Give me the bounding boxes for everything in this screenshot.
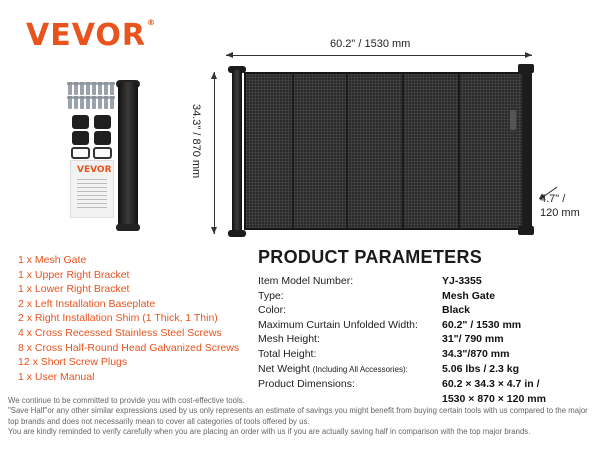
screws-image [68,80,116,110]
shim-image-2 [93,147,112,159]
right-bracket-image [522,66,532,234]
disclaimer-line: "Save Half"or any other similar expressions used by us only represents an estimate of savings you might benefit from buying certain tools with us compared to the major top brands and does not necessarily mean to cover all categories of tools offered by us. [8,406,588,426]
parameter-row [258,274,546,289]
parameter-value: Black [442,304,471,317]
depth-label-line1: 4.7" / [540,193,566,205]
parameter-value: 5.06 lbs / 2.3 kg [442,362,520,375]
parameter-value: 31"/ 790 mm [442,333,504,346]
bracket-image-4 [94,131,111,145]
parameter-label: Mesh Height: [258,333,320,346]
bracket-image-3 [72,131,89,145]
parameter-label: Maximum Curtain Unfolded Width: [258,318,418,331]
brand-name: VEVOR [26,18,147,53]
list-item: 2 x Left Installation Baseplate [18,297,156,310]
list-item: 12 x Short Screw Plugs [18,356,128,369]
bracket-image-1 [72,115,89,129]
parameter-value: YJ-3355 [442,275,482,287]
bracket-image-2 [94,115,111,129]
gate-roller-image [118,82,138,228]
height-dimension-label: 34.3" / 870 mm [190,104,202,179]
depth-label-line2: 120 mm [540,207,580,219]
list-item: 1 x Lower Right Bracket [18,283,130,296]
brand-logo [26,18,156,53]
parameter-row [258,303,546,318]
parameter-label-with-note [258,362,442,378]
parameter-value: 1530 × 870 × 120 mm [442,392,546,405]
list-item: 8 x Cross Half-Round Head Galvanized Screws [18,341,240,354]
depth-dimension-label [540,192,580,220]
parameter-value: 60.2" / 1530 mm [442,318,522,331]
registered-mark: ® [147,18,157,27]
parameter-row [258,332,546,347]
upper-right-bracket-image [518,64,534,73]
disclaimer-line: We continue to be committed to provide you with cost-effective tools. [8,396,245,405]
parameters-table [258,274,546,406]
parameter-note: (Including All Accessories): [312,364,408,374]
list-item: 1 x User Manual [18,370,95,383]
manual-logo: VEVOR [77,165,112,175]
parameters-title: PRODUCT PARAMETERS [258,247,483,267]
parameter-label: Total Height: [258,347,317,360]
width-dimension-label: 60.2" / 1530 mm [330,38,411,50]
gate-housing [232,70,242,234]
list-item: 4 x Cross Recessed Stainless Steel Screws [18,326,222,339]
parameter-row [258,289,546,304]
gate-housing-bottom [228,230,246,237]
parameter-row [258,377,546,392]
parameter-value: Mesh Gate [442,289,496,302]
roller-foot-image [116,224,140,231]
parameter-row [258,318,546,333]
list-item: 1 x Upper Right Bracket [18,268,130,281]
parameter-label: Product Dimensions: [258,378,355,391]
parameter-label: Item Model Number: [258,275,354,287]
shim-image-1 [71,147,90,159]
parameter-row [258,362,546,378]
included-items-list [18,253,239,384]
parameter-row [258,347,546,362]
parameter-label: Net Weight [258,362,310,375]
parameter-label: Color: [258,304,287,317]
parameter-label: Type: [258,289,284,302]
width-dimension-line [226,55,532,56]
parameter-value: 60.2 × 34.3 × 4.7 in / [442,378,540,391]
list-item: 1 x Mesh Gate [18,254,87,266]
height-dimension-line [214,72,215,234]
disclaimer [8,396,596,438]
gate-handle [510,110,516,130]
mesh-gate-image [244,72,524,230]
list-item: 2 x Right Installation Shim (1 Thick, 1 Thin) [18,312,218,325]
lower-right-bracket-image [518,226,534,235]
disclaimer-line: You are kindly reminded to verify carefully when you are placing an order with us if you are actually saving half in comparison with the top major brands. [8,427,531,437]
user-manual-image [70,160,114,218]
parameter-value: 34.3"/870 mm [442,347,510,360]
